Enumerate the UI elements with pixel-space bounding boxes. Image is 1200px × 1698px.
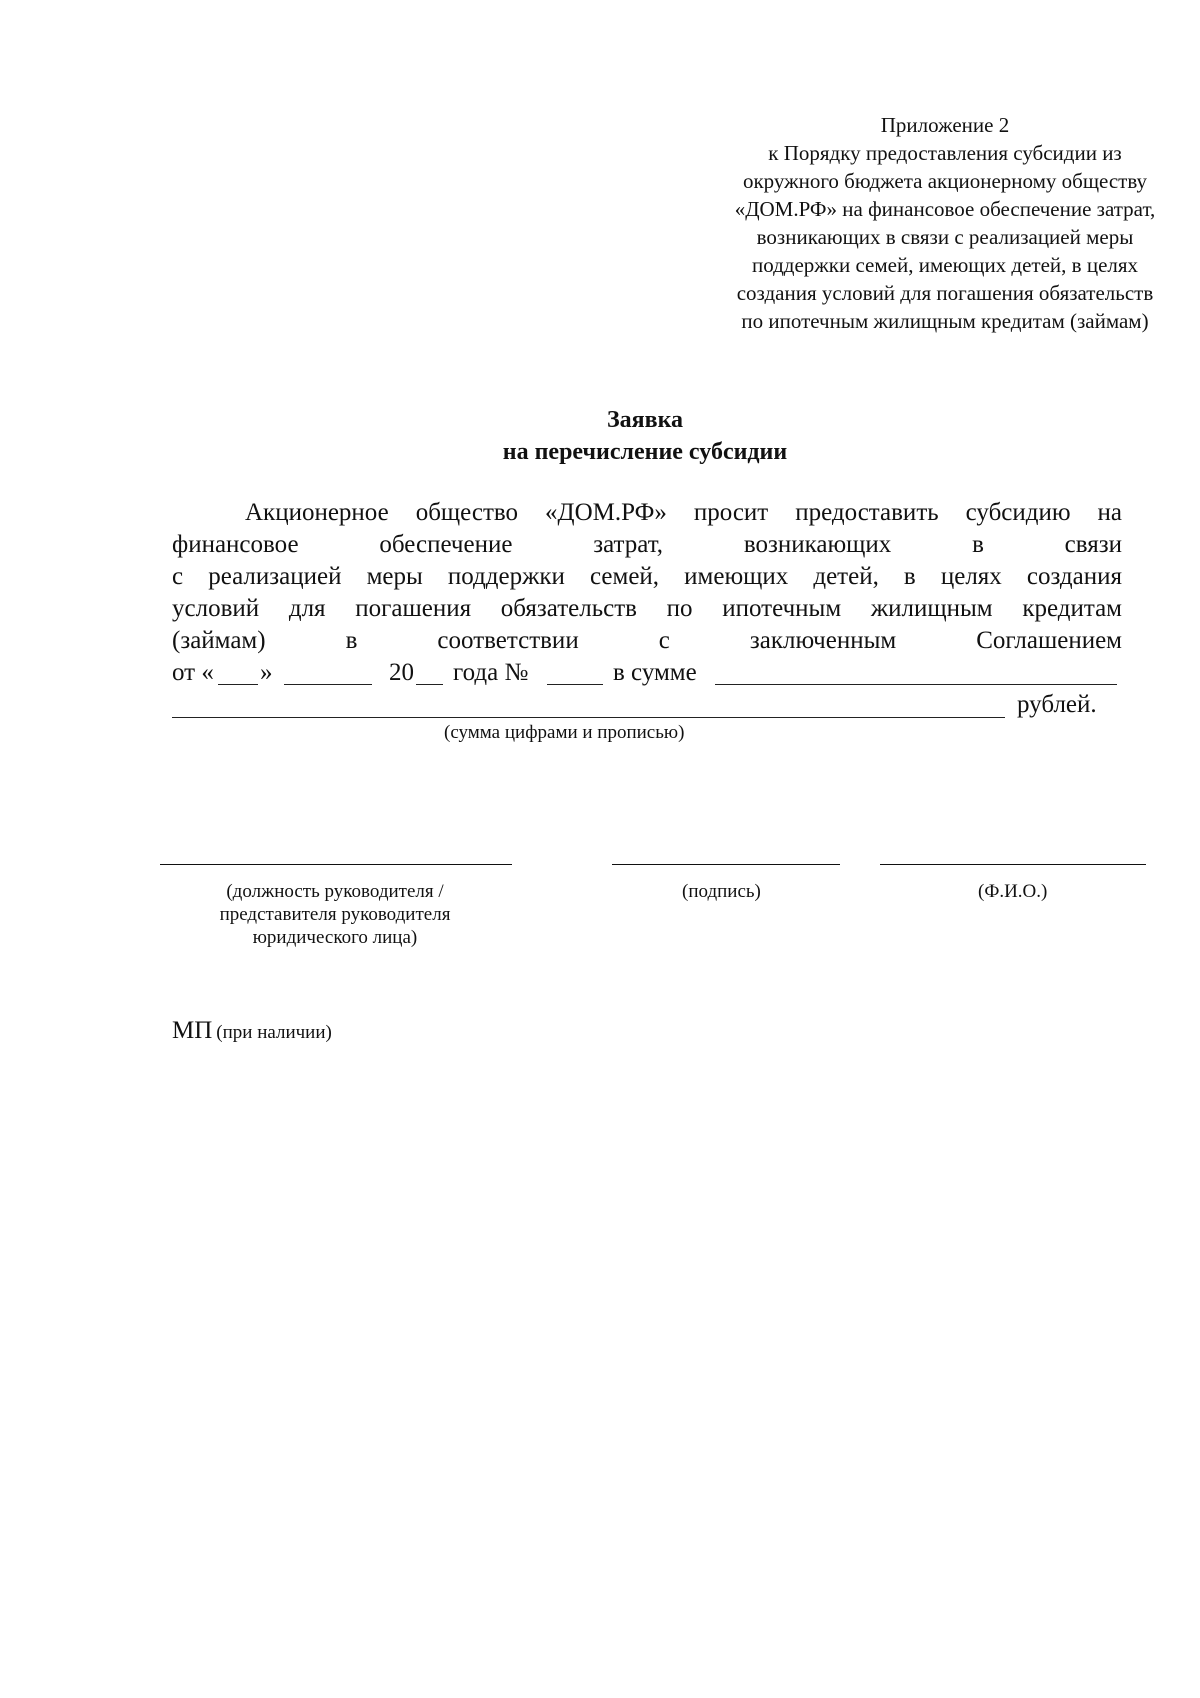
amount-caption: (сумма цифрами и прописью) [444,722,685,743]
amount-label: в сумме [613,659,697,686]
date-prefix: от « [172,659,214,686]
name-line[interactable] [880,864,1146,865]
appendix-number: Приложение 2 [880,113,1010,137]
appendix-line: поддержки семей, имеющих детей, в целях [751,253,1139,277]
position-caption [205,880,465,949]
appendix-line: возникающих в связи с реализацией меры [756,225,1134,249]
appendix-line: по ипотечным жилищным кредитам (займам) [741,309,1149,333]
amount-blank-1[interactable] [715,684,1117,685]
body-line-5: (займам) в соответствии с заключенным Соглашением [172,627,1122,654]
body-line-4: условий для погашения обязательств по ипотечным жилищным кредитам [172,595,1122,622]
appendix-line: окружного бюджета акционерному обществу [742,169,1148,193]
signature-caption: (подпись) [682,881,761,902]
body-line-3: с реализацией меры поддержки семей, имеющих детей, в целях создания [172,563,1122,590]
appendix-line: к Порядку предоставления субсидии из [768,141,1122,165]
year-blank[interactable] [416,684,443,685]
stamp-note: (при наличии) [216,1022,332,1043]
position-caption-line: (должность руководителя / [226,881,444,902]
stamp-placeholder [172,1017,332,1045]
day-blank[interactable] [218,684,258,685]
body-line-1: Акционерное общество «ДОМ.РФ» просит предоставить субсидию на [245,499,1122,526]
name-caption: (Ф.И.О.) [978,881,1048,902]
year-number-label: года № [453,659,529,686]
document-title: Заявка [606,407,684,433]
amount-blank-2[interactable] [172,717,1005,718]
appendix-line: «ДОМ.РФ» на финансовое обеспечение затрат, [734,197,1156,221]
month-blank[interactable] [284,684,372,685]
body-line-2 [172,529,1122,561]
year-prefix: 20 [389,659,414,686]
stamp-label: МП [172,1017,213,1044]
position-caption-line: представителя руководителя [219,904,451,925]
document-subtitle: на перечисление субсидии [502,439,788,465]
position-line[interactable] [160,864,512,865]
agreement-number-blank[interactable] [547,684,603,685]
date-quote-close: » [260,659,273,686]
currency-label: рублей. [1017,691,1097,718]
position-caption-line: юридического лица) [252,927,418,948]
appendix-line: создания условий для погашения обязательств [736,281,1154,305]
body-line-2-text: финансовое обеспечение затрат, возникающих в связи [172,531,1122,558]
signature-line[interactable] [612,864,840,865]
